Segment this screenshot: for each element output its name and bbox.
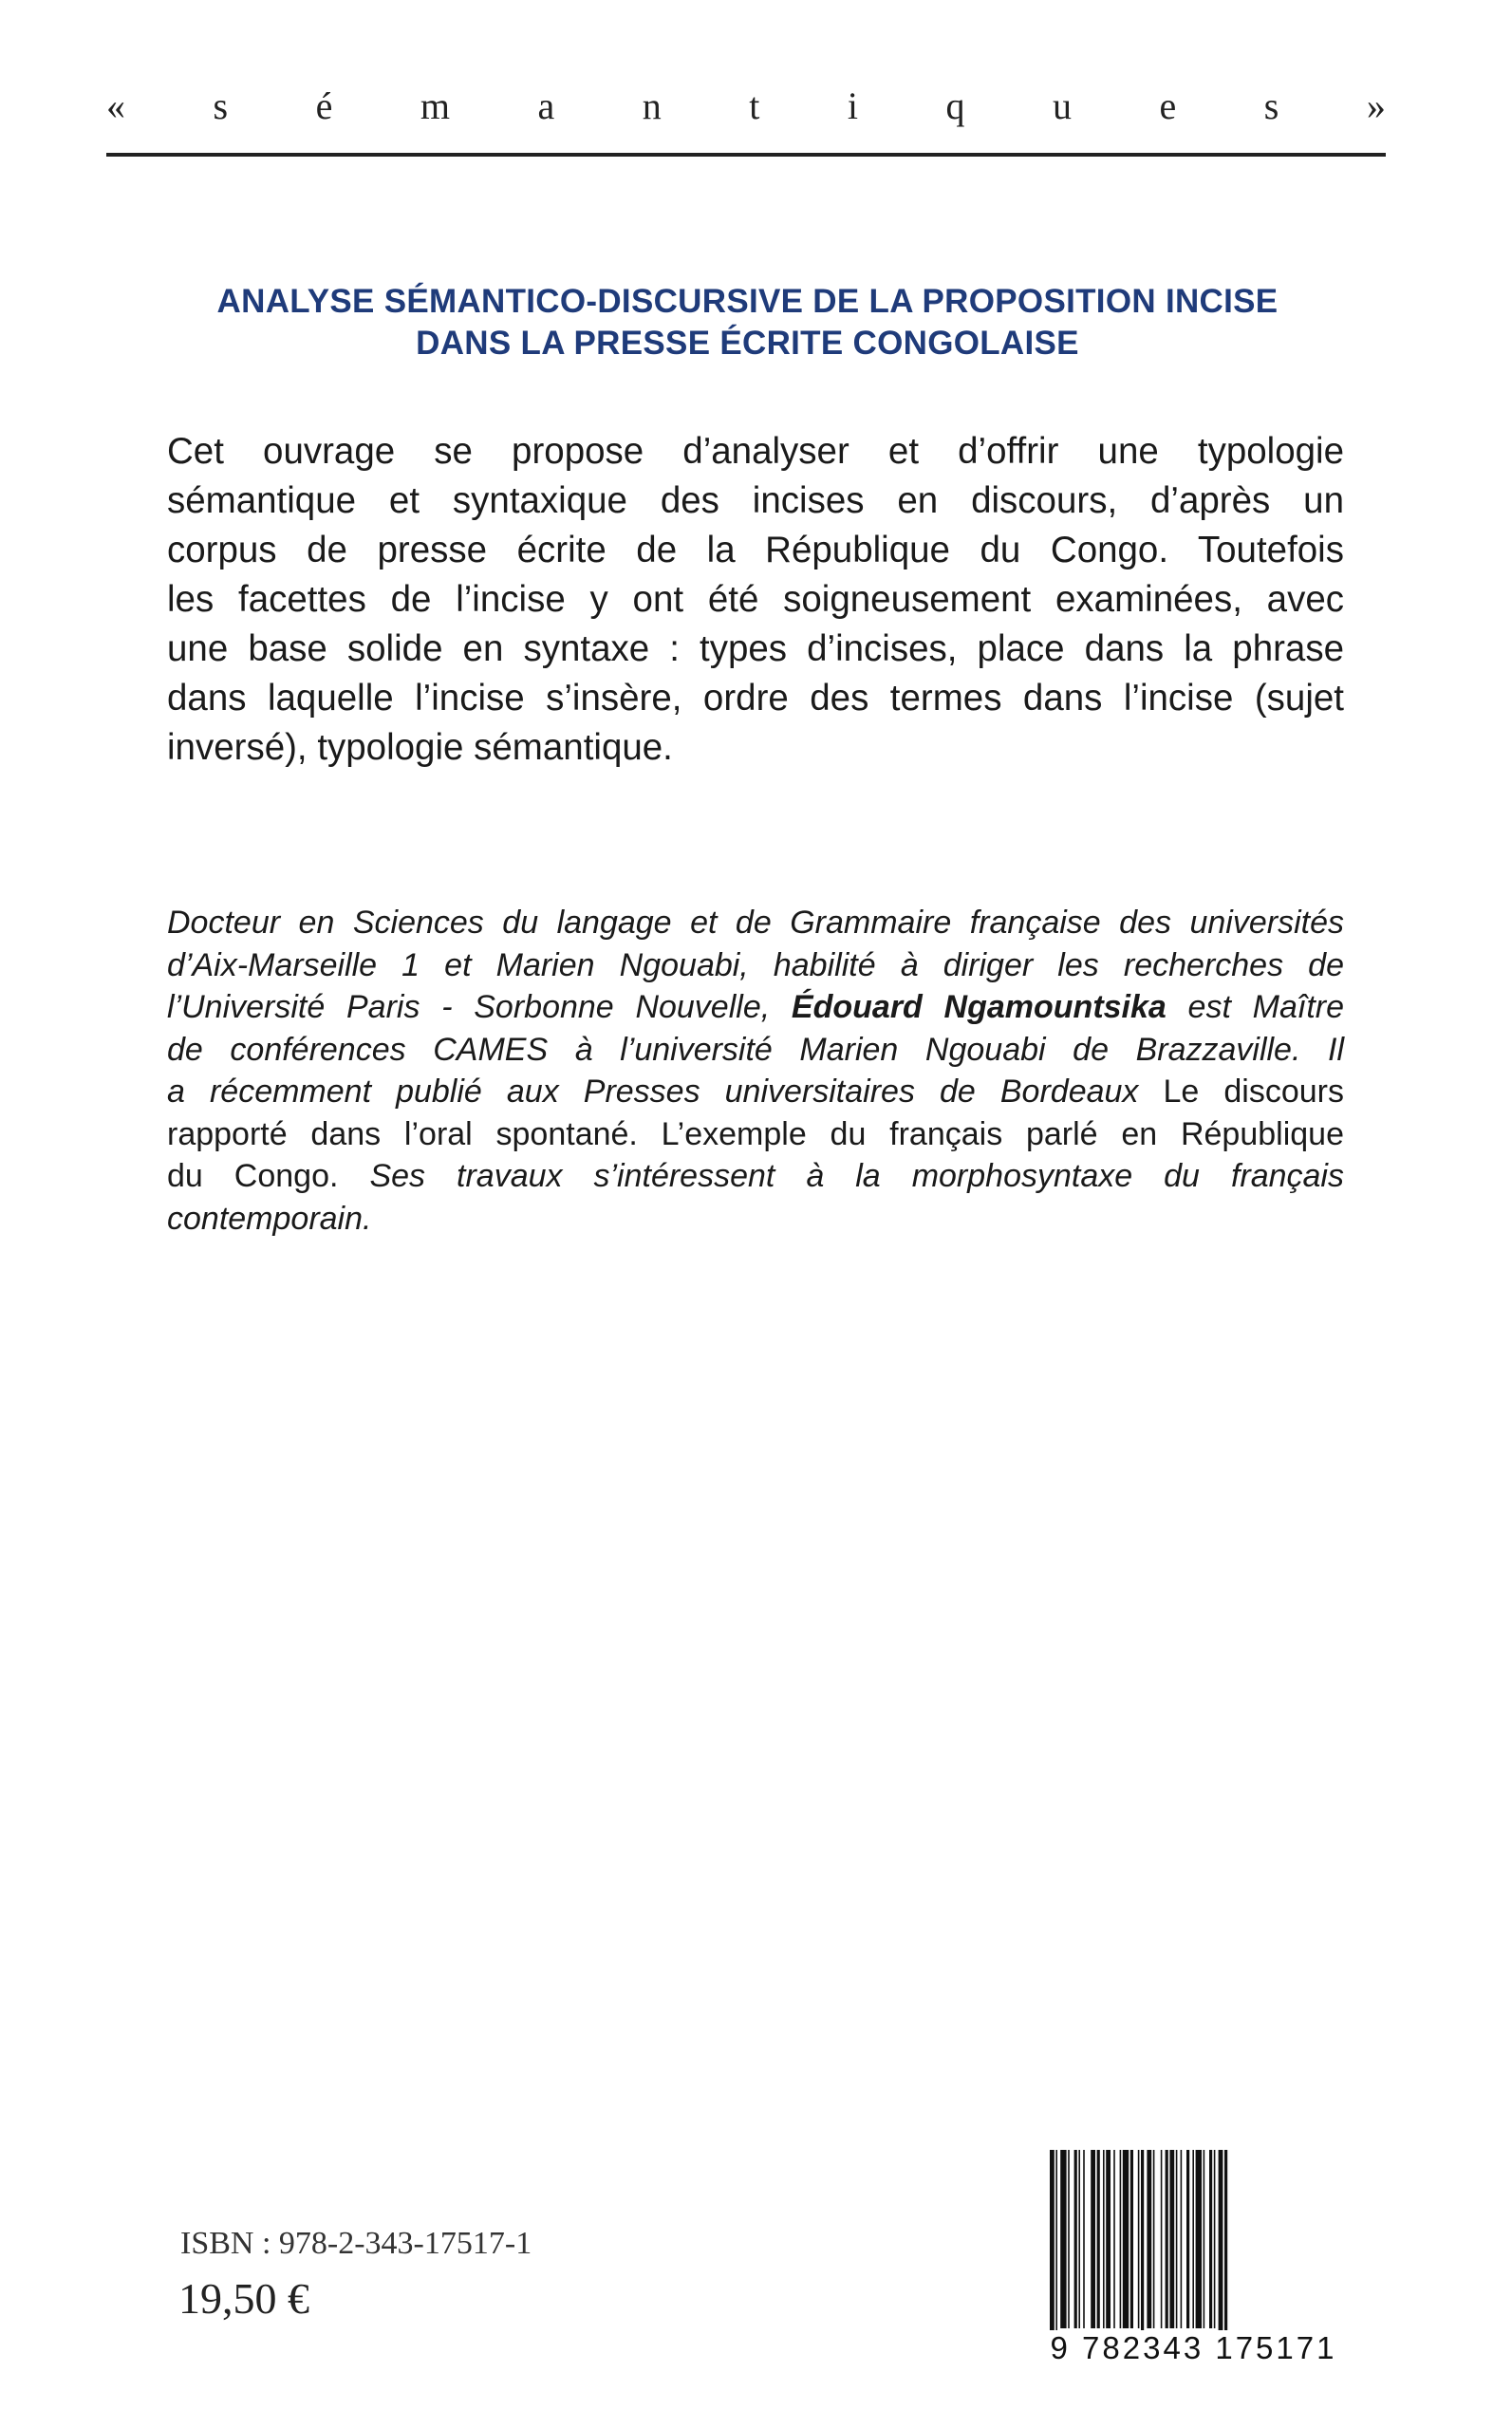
barcode-bar — [1169, 2150, 1174, 2328]
series-letter: u — [1052, 84, 1072, 127]
barcode-bar — [1123, 2150, 1129, 2328]
series-letter: n — [642, 84, 662, 127]
barcode-bar — [1074, 2150, 1077, 2328]
barcode-bar — [1192, 2150, 1194, 2328]
barcode-digits: 9 782343 175171 — [1044, 2330, 1343, 2366]
barcode-bar — [1106, 2150, 1111, 2328]
bio-line: rapporté dans l’oral spontané. L’exemple du français parlé en République — [167, 1115, 1344, 1152]
summary-line: une base solide en syntaxe : types d’incises, place dans la phrase — [167, 628, 1344, 669]
bio-text: l’Université Paris - Sorbonne Nouvelle, — [167, 989, 792, 1025]
barcode-bar — [1050, 2150, 1055, 2340]
header-rule — [106, 153, 1386, 157]
barcode-bar — [1219, 2150, 1223, 2340]
bio-text: Ses travaux s’intéressent à la morphosyntaxe du français — [369, 1158, 1344, 1194]
summary-line: dans laquelle l’incise s’insère, ordre des termes dans l’incise (sujet — [167, 678, 1344, 719]
series-letter: t — [749, 84, 760, 127]
barcode-bar — [1176, 2150, 1178, 2328]
barcode-bar — [1060, 2150, 1066, 2328]
barcode-bar — [1214, 2150, 1216, 2328]
bio-text: a récemment publié aux Presses universitaires de Bordeaux — [167, 1074, 1139, 1110]
bio-text: est Maître — [1166, 989, 1344, 1025]
series-letter: a — [537, 84, 555, 127]
series-letter: i — [847, 84, 858, 127]
author-name: Édouard Ngamountsika — [791, 989, 1167, 1025]
book-title-line: DANS LA PRESSE ÉCRITE CONGOLAISE — [416, 325, 1079, 362]
barcode-bar — [1181, 2150, 1183, 2328]
summary-line: Cet ouvrage se propose d’analyser et d’offrir une typologie — [167, 431, 1344, 472]
barcode-bar — [1103, 2150, 1105, 2328]
series-letter: m — [420, 84, 450, 127]
barcode-bar — [1153, 2150, 1155, 2328]
book-summary — [167, 427, 1344, 773]
series-letter: s — [213, 84, 229, 127]
barcode-bar — [1141, 2150, 1144, 2340]
bio-line: Docteur en Sciences du langage et de Grammaire française des universités — [167, 905, 1344, 941]
barcode-bar — [1186, 2150, 1189, 2328]
bio-line — [167, 1071, 1344, 1113]
barcode-bar — [1166, 2150, 1168, 2328]
summary-line: sémantique et syntaxique des incises en discours, d’après un — [167, 480, 1344, 521]
barcode-bar — [1091, 2150, 1095, 2328]
bio-line — [167, 986, 1344, 1029]
barcode-bar — [1083, 2150, 1085, 2328]
barcode-bar — [1161, 2150, 1163, 2328]
summary-line: inversé), typologie sémantique. — [167, 727, 673, 768]
barcode-bar — [1068, 2150, 1070, 2328]
price: 19,50 € — [178, 2274, 309, 2323]
series-letter: q — [945, 84, 965, 127]
isbn: ISBN : 978-2-343-17517-1 — [180, 2226, 532, 2261]
barcode-bar — [1055, 2150, 1057, 2340]
book-title — [142, 281, 1353, 364]
author-bio — [167, 902, 1344, 1240]
previous-book-title: du Congo. — [167, 1158, 370, 1194]
bio-line: de conférences CAMES à l’université Marien Ngouabi de Brazzaville. Il — [167, 1031, 1344, 1068]
series-letter: s — [1263, 84, 1279, 127]
barcode-bar — [1113, 2150, 1115, 2328]
previous-book-title: Le discours — [1138, 1074, 1344, 1110]
barcode-bar — [1224, 2150, 1227, 2340]
summary-line: corpus de presse écrite de la République du Congo. Toutefois — [167, 530, 1344, 570]
barcode-bar — [1209, 2150, 1212, 2328]
summary-line: les facettes de l’incise y ont été soigneusement examinées, avec — [167, 579, 1344, 620]
bio-line: d’Aix-Marseille 1 et Marien Ngouabi, habilité à diriger les recherches de — [167, 946, 1344, 983]
barcode-bar — [1097, 2150, 1100, 2328]
bio-line: contemporain. — [167, 1200, 372, 1237]
barcode-bar — [1130, 2150, 1133, 2328]
series-letter: e — [1159, 84, 1177, 127]
barcode-bar — [1138, 2150, 1140, 2328]
bio-line — [167, 1155, 1344, 1198]
barcode-bar — [1147, 2150, 1151, 2328]
book-title-line: ANALYSE SÉMANTICO-DISCURSIVE DE LA PROPOSITION INCISE — [216, 283, 1279, 320]
series-open-quote: « — [106, 84, 125, 127]
barcode — [1044, 2150, 1343, 2368]
barcode-bar — [1120, 2150, 1122, 2328]
barcode-bar — [1196, 2150, 1202, 2328]
series-close-quote: » — [1366, 84, 1386, 127]
barcode-bar — [1078, 2150, 1080, 2328]
barcode-bar — [1204, 2150, 1205, 2328]
series-name — [106, 84, 1386, 128]
series-letter: é — [315, 84, 333, 127]
